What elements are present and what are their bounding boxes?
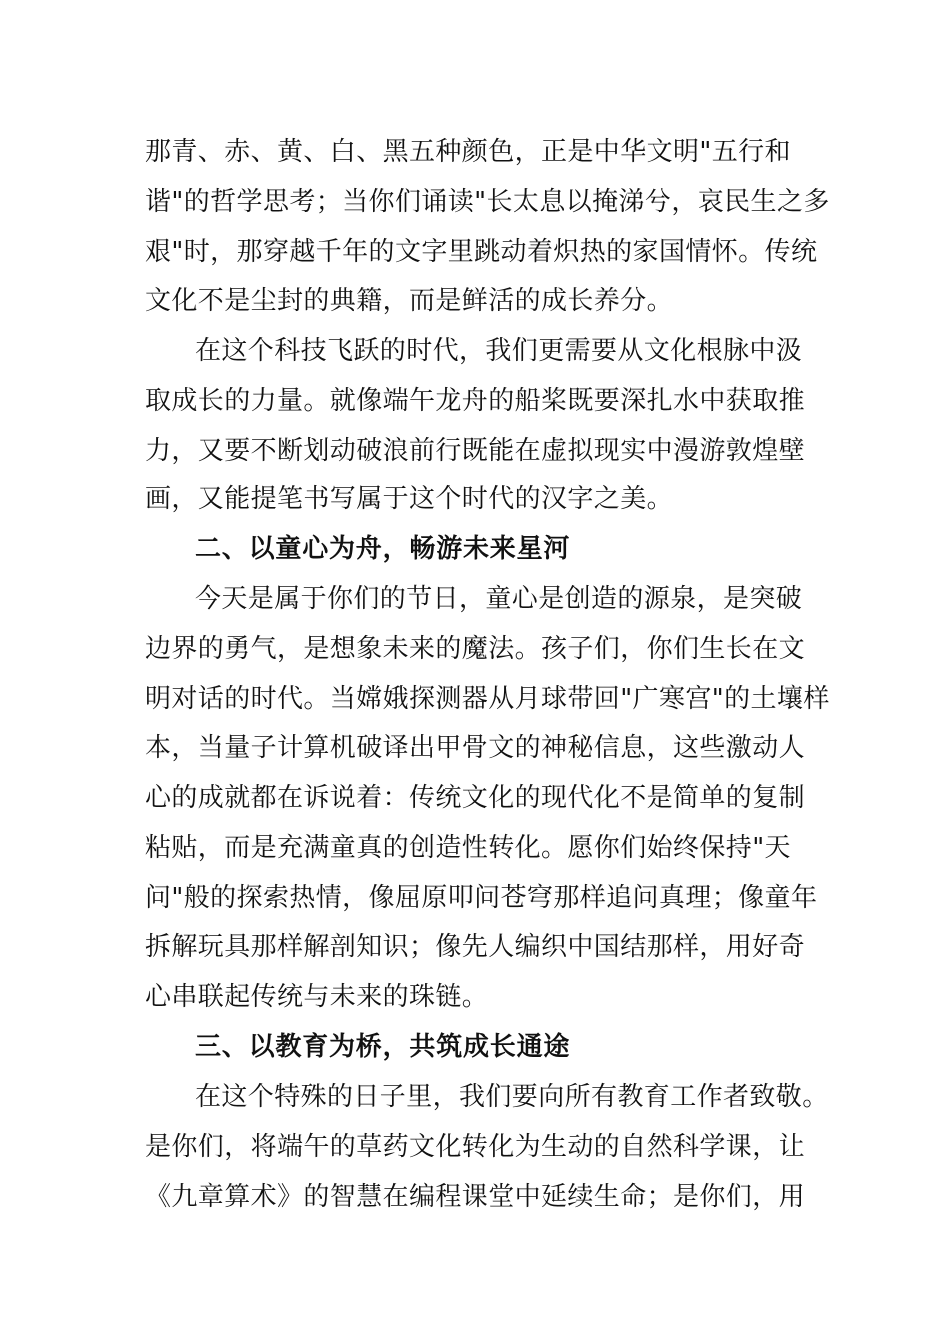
text-line: 明对话的时代。当嫦娥探测器从月球带回"广寒宫"的土壤样 — [145, 684, 830, 714]
text-line: 在这个科技飞跃的时代，我们更需要从文化根脉中汲 — [195, 336, 803, 366]
text-line: 在这个特殊的日子里，我们要向所有教育工作者致敬。 — [195, 1082, 829, 1112]
section-heading: 二、以童心为舟，畅游未来星河 — [195, 534, 571, 564]
text-line: 边界的勇气，是想象未来的魔法。孩子们，你们生长在文 — [145, 634, 806, 664]
text-line: 拆解玩具那样解剖知识；像先人编织中国结那样，用好奇 — [145, 932, 806, 962]
text-line: 谐"的哲学思考；当你们诵读"长太息以掩涕兮，哀民生之多 — [145, 187, 830, 217]
text-line: 文化不是尘封的典籍，而是鲜活的成长养分。 — [145, 286, 674, 316]
text-line: 心串联起传统与未来的珠链。 — [145, 982, 489, 1012]
text-line: 《九章算术》的智慧在编程课堂中延续生命；是你们，用 — [145, 1182, 806, 1212]
text-line: 本，当量子计算机破译出甲骨文的神秘信息，这些激动人 — [145, 733, 806, 763]
text-line: 取成长的力量。就像端午龙舟的船桨既要深扎水中获取推 — [145, 386, 806, 416]
text-line: 是你们，将端午的草药文化转化为生动的自然科学课，让 — [145, 1132, 806, 1162]
text-line: 画，又能提笔书写属于这个时代的汉字之美。 — [145, 484, 674, 514]
section-heading: 三、以教育为桥，共筑成长通途 — [195, 1032, 571, 1062]
text-line: 心的成就都在诉说着：传统文化的现代化不是简单的复制 — [145, 783, 806, 813]
text-line: 问"般的探索热情，像屈原叩问苍穹那样追问真理；像童年 — [145, 883, 818, 913]
text-line: 那青、赤、黄、白、黑五种颜色，正是中华文明"五行和 — [145, 137, 791, 167]
text-line: 粘贴，而是充满童真的创造性转化。愿你们始终保持"天 — [145, 833, 791, 863]
text-line: 艰"时，那穿越千年的文字里跳动着炽热的家国情怀。传统 — [145, 237, 818, 267]
text-line: 力，又要不断划动破浪前行既能在虚拟现实中漫游敦煌壁 — [145, 436, 806, 466]
text-line: 今天是属于你们的节日，童心是创造的源泉，是突破 — [195, 584, 803, 614]
